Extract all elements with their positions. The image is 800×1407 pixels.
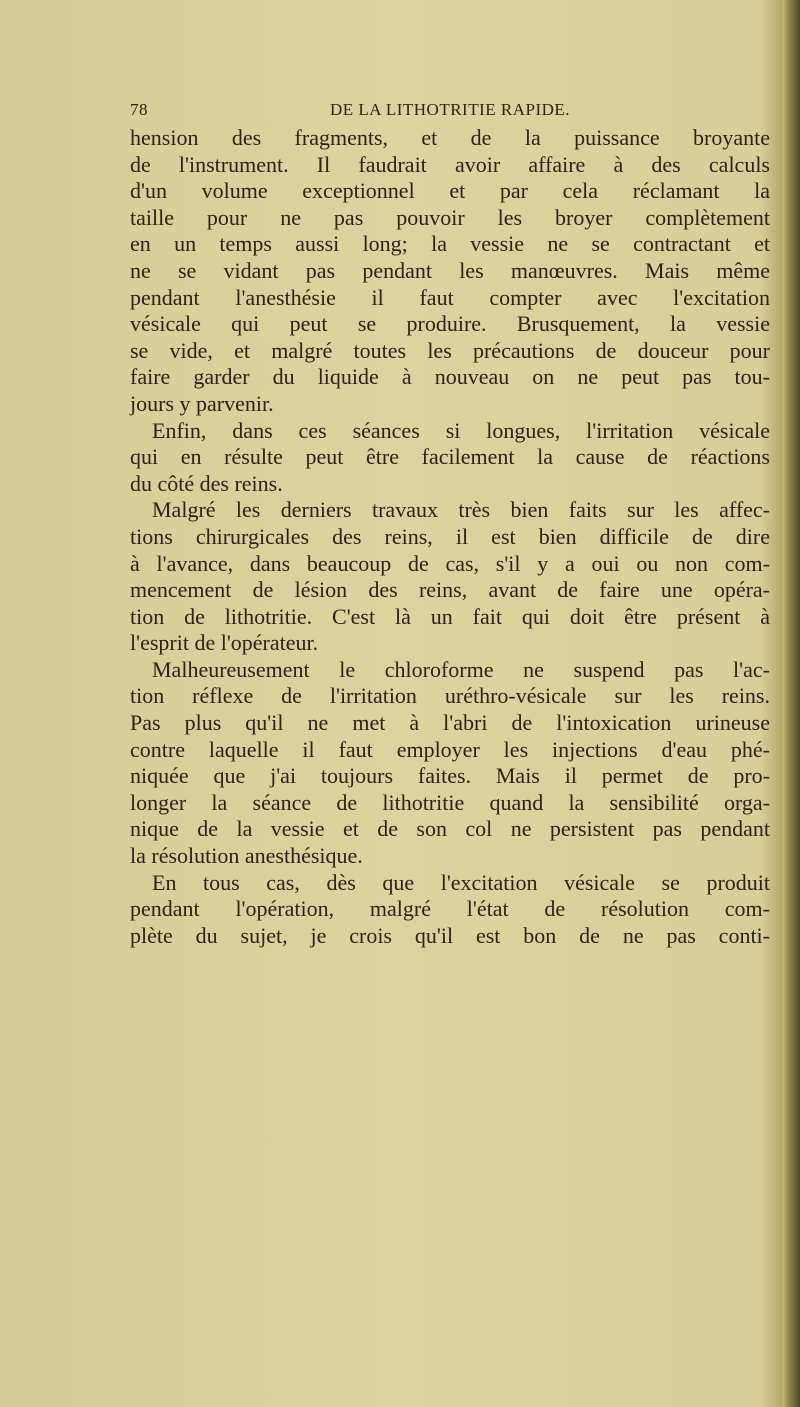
text-line: qui en résulte peut être facilement la cause de réactions [130, 444, 770, 470]
page-header [130, 100, 770, 126]
text-line: contre laquelle il faut employer les injections d'eau phé- [130, 736, 770, 762]
text-line: tions chirurgicales des reins, il est bien difficile de dire [130, 523, 770, 549]
running-title: DE LA LITHOTRITIE RAPIDE. [329, 100, 571, 119]
text-line: d'un volume exceptionnel et par cela réclamant la [130, 178, 770, 204]
text-line: de l'instrument. Il faudrait avoir affaire à des calculs [130, 151, 770, 177]
page-number: 78 [130, 100, 148, 119]
text-line: plète du sujet, je crois qu'il est bon de ne pas conti- [130, 922, 770, 948]
text-line: nique de la vessie et de son col ne persistent pas pendant [130, 816, 770, 842]
text-line: hension des fragments, et de la puissance broyante [130, 125, 770, 150]
text-line: se vide, et malgré toutes les précautions de douceur pour [130, 337, 770, 363]
text-line: tion de lithotritie. C'est là un fait qui doit être présent à [130, 603, 770, 629]
text-line: taille pour ne pas pouvoir les broyer complètement [130, 204, 770, 230]
text-line: Enfin, dans ces séances si longues, l'irritation vésicale [152, 417, 770, 443]
text-line: l'esprit de l'opérateur. [130, 630, 319, 656]
text-line: jours y parvenir. [130, 390, 274, 416]
text-line: du côté des reins. [130, 470, 283, 496]
text-line: à l'avance, dans beaucoup de cas, s'il y a oui ou non com- [130, 550, 770, 576]
text-line: la résolution anesthésique. [130, 843, 363, 869]
text-line: Malgré les derniers travaux très bien faits sur les affec- [152, 497, 770, 523]
text-line: pendant l'anesthésie il faut compter avec l'excitation [130, 284, 770, 310]
text-line: En tous cas, dès que l'excitation vésicale se produit [152, 869, 770, 895]
text-line: Pas plus qu'il ne met à l'abri de l'intoxication urineuse [130, 710, 770, 736]
text-line: longer la séance de lithotritie quand la sensibilité orga- [130, 789, 770, 815]
text-line: ne se vidant pas pendant les manœuvres. Mais même [130, 257, 770, 283]
text-line: pendant l'opération, malgré l'état de résolution com- [130, 896, 770, 922]
text-line: vésicale qui peut se produire. Brusquement, la vessie [130, 311, 770, 337]
page-body-text [130, 125, 770, 949]
text-line: faire garder du liquide à nouveau on ne peut pas tou- [130, 364, 770, 390]
text-line: Malheureusement le chloroforme ne suspend pas l'ac- [152, 656, 770, 682]
text-line: mencement de lésion des reins, avant de faire une opéra- [130, 577, 770, 603]
book-binding-edge [782, 0, 800, 1407]
text-line: niquée que j'ai toujours faites. Mais il permet de pro- [130, 763, 770, 789]
text-line: tion réflexe de l'irritation uréthro-vésicale sur les reins. [130, 683, 770, 709]
text-line: en un temps aussi long; la vessie ne se contractant et [130, 231, 770, 257]
